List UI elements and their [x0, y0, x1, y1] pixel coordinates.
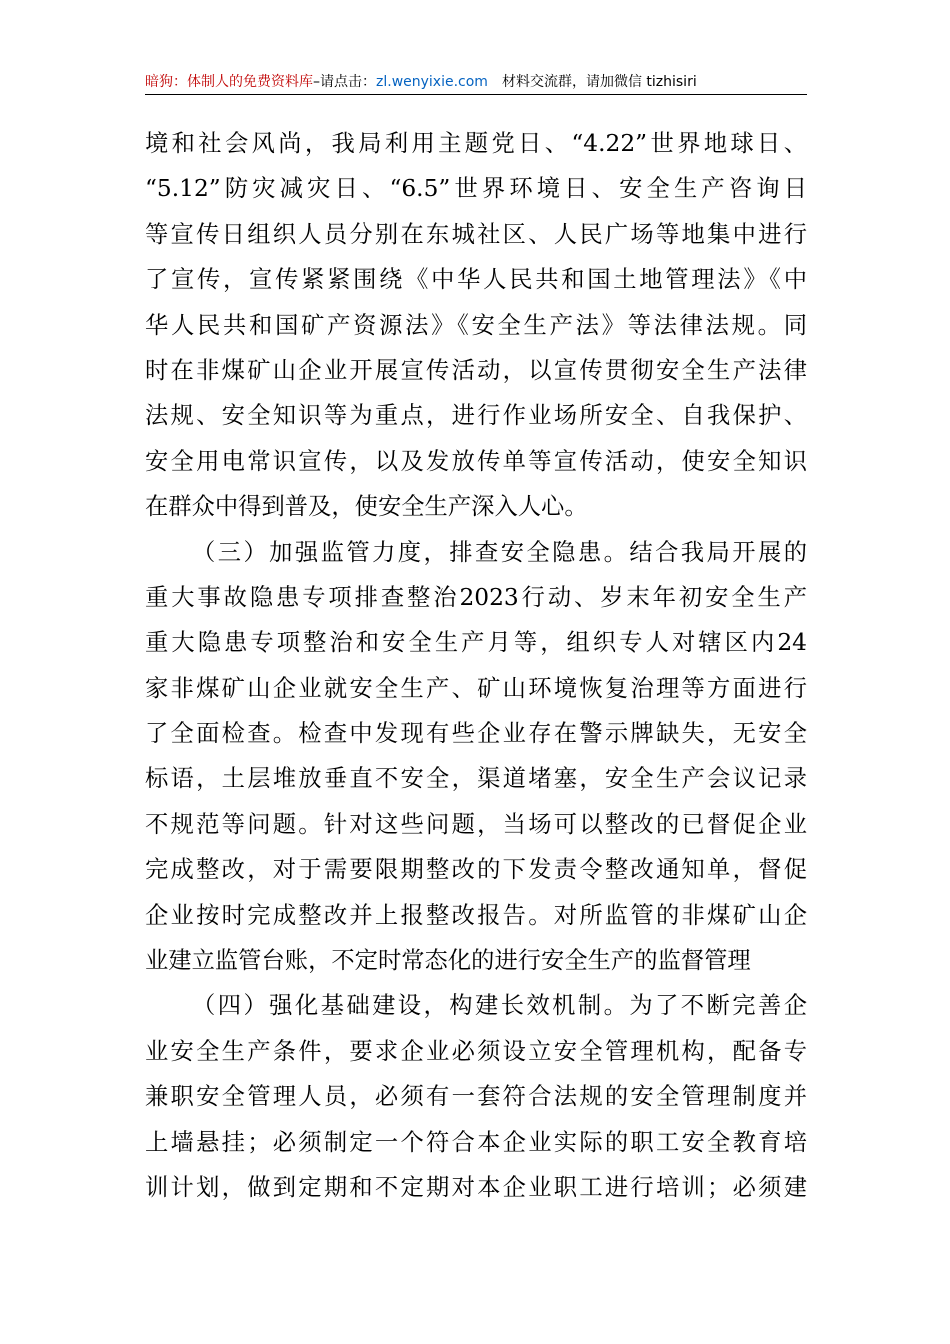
- text-line: 标语，土层堆放垂直不安全，渠道堵塞，安全生产会议记录: [145, 765, 807, 793]
- text-line: 境和社会风尚，我局利用主题党日、“4.22”世界地球日、: [145, 130, 807, 157]
- text-line: 等宣传日组织人员分别在东城社区、人民广场等地集中进行: [145, 220, 807, 248]
- text-line: 业安全生产条件，要求企业必须设立安全管理机构，配备专: [145, 1037, 807, 1065]
- text-line: “5.12”防灾减灾日、“6.5”世界环境日、安全生产咨询日: [145, 175, 807, 203]
- text-line: 了宣传，宣传紧紧围绕《中华人民共和国土地管理法》《中: [145, 266, 807, 294]
- page-header: [145, 72, 807, 95]
- section-heading-line: （四）强化基础建设，构建长效机制。为了不断完善企: [192, 992, 807, 1020]
- text-line: 重大事故隐患专项排查整治2023行动、岁末年初安全生产: [145, 583, 807, 611]
- text-line: 安全用电常识宣传，以及发放传单等宣传活动，使安全知识: [145, 447, 807, 475]
- text-line: 不规范等问题。针对这些问题，当场可以整改的已督促企业: [145, 810, 807, 838]
- text-line: 兼职安全管理人员，必须有一套符合法规的安全管理制度并: [145, 1083, 807, 1111]
- text-line: 时在非煤矿山企业开展宣传活动，以宣传贯彻安全生产法律: [145, 356, 807, 384]
- text-line: 企业按时完成整改并上报整改报告。对所监管的非煤矿山企: [145, 901, 807, 929]
- text-line: 完成整改，对于需要限期整改的下发责令整改通知单，督促: [145, 856, 807, 884]
- text-line: 法规、安全知识等为重点，进行作业场所安全、自我保护、: [145, 402, 807, 430]
- header-click-label: –请点击：: [313, 74, 376, 90]
- header-url-link[interactable]: zl.wenyixie.com: [376, 74, 488, 90]
- section-heading-line: （三）加强监管力度，排查安全隐患。结合我局开展的: [192, 538, 807, 566]
- text-line: 重大隐患专项整治和安全生产月等，组织专人对辖区内24: [145, 629, 807, 657]
- text-line: 业建立监管台账，不定时常态化的进行安全生产的监督管理: [145, 947, 751, 975]
- text-line: 华人民共和国矿产资源法》《安全生产法》等法律法规。同: [145, 311, 807, 339]
- header-brand: 暗狗：体制人的免费资料库: [145, 74, 313, 90]
- text-line: 上墙悬挂；必须制定一个符合本企业实际的职工安全教育培: [145, 1128, 807, 1156]
- text-line: 训计划，做到定期和不定期对本企业职工进行培训；必须建: [145, 1173, 807, 1201]
- text-line: 在群众中得到普及，使安全生产深入人心。: [145, 493, 588, 521]
- document-body: [145, 121, 807, 1210]
- text-line: 家非煤矿山企业就安全生产、矿山环境恢复治理等方面进行: [145, 674, 807, 702]
- header-contact: 材料交流群，请加微信 tizhisiri: [501, 74, 697, 90]
- text-line: 了全面检查。检查中发现有些企业存在警示牌缺失，无安全: [145, 720, 807, 748]
